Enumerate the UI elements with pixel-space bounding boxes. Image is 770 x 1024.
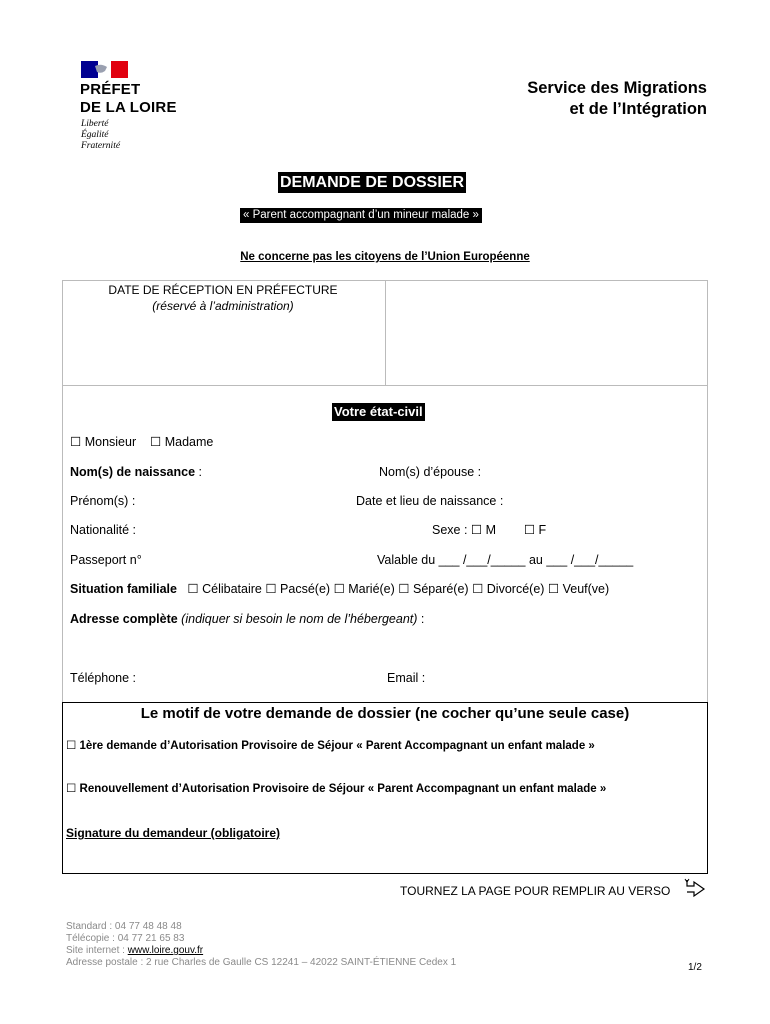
signature-field[interactable]: Signature du demandeur (obligatoire) <box>66 826 281 840</box>
prenom-field[interactable]: Prénom(s) : <box>70 494 136 508</box>
motif-heading: Le motif de votre demande de dossier (ne cocher qu’une seule case) <box>140 705 630 722</box>
nationalite-field[interactable]: Nationalité : <box>70 523 137 537</box>
marie-label: Marié(e) <box>348 582 395 596</box>
eu-notice: Ne concerne pas les citoyens de l’Union Européenne <box>240 251 530 263</box>
civilite-row <box>70 434 213 450</box>
nom-epouse-field[interactable]: Nom(s) d’épouse : <box>379 465 482 479</box>
celibataire-label: Célibataire <box>202 582 262 596</box>
divorce-checkbox[interactable]: ☐ <box>472 582 484 596</box>
service-title <box>527 78 707 120</box>
footer-standard: Standard : 04 77 48 48 48 <box>66 921 182 932</box>
veuf-label: Veuf(ve) <box>562 582 610 596</box>
verso-instruction: TOURNEZ LA PAGE POUR REMPLIR AU VERSO <box>400 884 671 898</box>
monsieur-checkbox[interactable]: ☐ <box>70 435 82 449</box>
madame-label: Madame <box>164 435 214 449</box>
situation-familiale-label: Situation familiale <box>70 582 177 596</box>
nom-naissance-label: Nom(s) de naissance <box>70 465 196 479</box>
sexe-label: Sexe : <box>432 523 468 537</box>
separe-checkbox[interactable]: ☐ <box>398 582 410 596</box>
etat-civil-heading: Votre état-civil <box>334 404 423 419</box>
footer-contact <box>66 921 456 969</box>
adresse-note: (indiquer si besoin le nom de l’hébergeant) <box>181 612 418 626</box>
adresse-colon: : <box>417 612 425 626</box>
footer-telecopie: Télécopie : 04 77 21 65 83 <box>66 933 185 944</box>
website-link[interactable]: www.loire.gouv.fr <box>127 945 204 956</box>
celibataire-checkbox[interactable]: ☐ <box>187 582 199 596</box>
page-number: 1/2 <box>688 962 702 973</box>
email-field[interactable]: Email : <box>387 671 426 685</box>
logo-line-1: PRÉFET <box>80 81 141 98</box>
reception-date-label: DATE DE RÉCEPTION EN PRÉFECTURE <box>108 283 338 297</box>
veuf-checkbox[interactable]: ☐ <box>547 582 560 596</box>
adresse-label: Adresse complète <box>70 612 178 626</box>
pacse-label: Pacsé(e) <box>280 582 331 596</box>
republic-motto <box>81 119 120 152</box>
passeport-field[interactable]: Passeport n° <box>70 553 142 567</box>
prefecture-logo-text <box>80 81 177 117</box>
sexe-f-checkbox[interactable]: ☐ <box>523 523 536 537</box>
validite-passeport-field[interactable]: Valable du ___ /___/_____ au ___ /___/_____ <box>377 553 634 567</box>
footer-adresse: Adresse postale : 2 rue Charles de Gaulle CS 12241 – 42022 SAINT-ÉTIENNE Cedex 1 <box>66 957 457 968</box>
marie-checkbox[interactable]: ☐ <box>333 582 345 596</box>
pacse-checkbox[interactable]: ☐ <box>265 582 277 596</box>
marianne-flag-logo <box>81 61 128 78</box>
renouvellement-checkbox[interactable]: ☐ <box>66 783 77 795</box>
sexe-m-checkbox[interactable]: ☐ <box>470 523 483 537</box>
nom-naissance-field[interactable] <box>70 464 202 480</box>
turn-page-arrow-icon <box>684 878 708 898</box>
footer-site-label: Site internet : <box>66 945 128 956</box>
sexe-row <box>432 522 546 538</box>
motif-option-premiere-demande <box>66 738 595 752</box>
situation-familiale-row <box>70 581 609 597</box>
footer-site <box>66 945 456 957</box>
separe-label: Séparé(e) <box>413 582 469 596</box>
motto-egalite: Égalité <box>81 130 109 140</box>
motto-liberte: Liberté <box>81 119 109 129</box>
reception-admin-note: (réservé à l’administration) <box>152 299 294 313</box>
service-line-1: Service des Migrations <box>527 79 707 97</box>
premiere-demande-checkbox[interactable]: ☐ <box>66 740 77 752</box>
renouvellement-label: Renouvellement d’Autorisation Provisoire de Séjour « Parent Accompagnant un enfant malade » <box>79 783 607 795</box>
reception-label-block <box>62 282 384 314</box>
monsieur-label: Monsieur <box>84 435 137 449</box>
sexe-f-label: F <box>538 523 547 537</box>
logo-line-2: DE LA LOIRE <box>80 99 177 116</box>
madame-checkbox[interactable]: ☐ <box>150 435 162 449</box>
service-line-2: et de l’Intégration <box>569 100 707 118</box>
motif-option-renouvellement <box>66 781 606 795</box>
premiere-demande-label: 1ère demande d’Autorisation Provisoire de Séjour « Parent Accompagnant un enfant malade » <box>79 740 595 752</box>
sexe-m-label: M <box>485 523 497 537</box>
nom-naissance-colon: : <box>195 465 202 479</box>
document-title: DEMANDE DE DOSSIER <box>280 174 465 191</box>
telephone-field[interactable]: Téléphone : <box>70 671 137 685</box>
divorce-label: Divorcé(e) <box>486 582 545 596</box>
document-subtitle: « Parent accompagnant d’un mineur malade » <box>240 208 482 223</box>
date-lieu-naissance-field[interactable]: Date et lieu de naissance : <box>356 494 504 508</box>
motto-fraternite: Fraternité <box>81 141 121 151</box>
adresse-field[interactable] <box>70 611 424 627</box>
